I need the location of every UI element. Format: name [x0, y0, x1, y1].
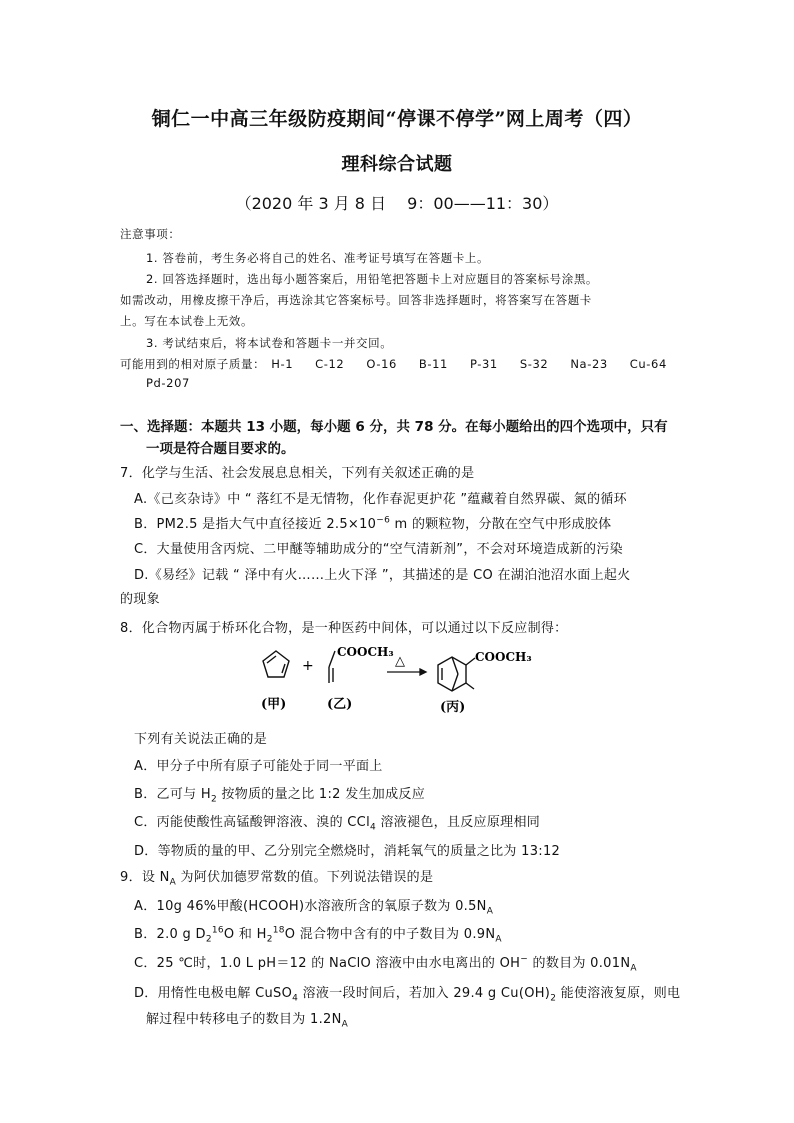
- q9-d-sub: A: [341, 1019, 349, 1030]
- methyl-acrylate-structure: [329, 651, 335, 683]
- q9-c-sub: A: [630, 963, 637, 974]
- q9-c-text: C．25 ℃时，1.0 L pH＝12 的 NaClO 溶液中由水电离出的 OH: [134, 956, 521, 971]
- notes-heading: 注意事项：: [120, 227, 181, 241]
- note-2-cont: 如需改动，用橡皮擦干净后，再选涂其它答案标号。回答非选择题时，将答案写在答题卡: [120, 293, 592, 307]
- q9-stem-text: 9．设 N: [120, 870, 170, 885]
- exam-title: 铜仁一中高三年级防疫期间“停课不停学”网上周考（四）: [151, 108, 643, 130]
- q9-b-sup: 18: [272, 925, 285, 936]
- note-1: 1. 答卷前，考生务必将自己的姓名、准考证号填写在答题卡上。: [146, 251, 490, 265]
- q7-b-text: B．PM2.5 是指大气中直径接近 2.5×10: [134, 517, 377, 532]
- product-ester-label: COOCH₃: [475, 650, 532, 664]
- atom-mass: Cu-64: [629, 357, 667, 371]
- ester-group-label: COOCH₃: [337, 645, 394, 659]
- q9-b-text: O 和 H: [223, 927, 267, 942]
- section-heading-cont: 一项是符合题目要求的。: [146, 441, 295, 457]
- q9-b-text: O 混合物中含有的中子数目为 0.9N: [284, 927, 496, 942]
- q9-b-sub: A: [495, 934, 502, 945]
- q9-stem-subscript: A: [169, 877, 177, 888]
- q9-c-text: 的数目为 0.01N: [528, 956, 631, 971]
- cyclopentadiene-structure: [263, 651, 289, 677]
- q7-stem: 7．化学与生活、社会发展息息相关，下列有关叙述正确的是: [120, 466, 475, 481]
- q9-b-text: B．2.0 g D: [134, 927, 206, 942]
- q9-option-c: [134, 952, 694, 974]
- norbornene-structure: [438, 657, 475, 691]
- q8-option-b: [134, 783, 694, 805]
- atomic-masses: [120, 356, 680, 372]
- q8-lead: 下列有关说法正确的是: [134, 732, 268, 747]
- label-yi: (乙): [327, 697, 353, 712]
- atom-mass: Na-23: [570, 357, 608, 371]
- q8-c-text: C．丙能使酸性高锰酸钾溶液、溴的 CCl: [134, 815, 370, 830]
- q9-b-sub: 2: [266, 934, 273, 945]
- q9-d-sub: 4: [292, 993, 299, 1004]
- q8-b-subscript: 2: [210, 794, 217, 805]
- atom-mass: P-31: [469, 357, 498, 371]
- exam-date: （2020 年 3 月 8 日 9：00——11：30）: [235, 194, 559, 213]
- q8-b-text-end: 按物质的量之比 1:2 发生加成反应: [216, 787, 425, 802]
- q7-option-c: C．大量使用含丙烷、二甲醚等辅助成分的“空气清新剂”，不会对环境造成新的污染: [134, 542, 623, 557]
- q7-b-exponent: −6: [376, 515, 391, 526]
- q9-option-b: [134, 923, 694, 945]
- q8-c-text-end: 溶液褪色，且反应原理相同: [376, 815, 541, 830]
- q8-stem: 8．化合物丙属于桥环化合物，是一种医药中间体，可以通过以下反应制得：: [120, 621, 568, 636]
- q9-d-text: 溶液一段时间后，若加入 29.4 g Cu(OH): [298, 986, 551, 1001]
- q9-option-a: [134, 895, 694, 917]
- q8-c-subscript: 4: [369, 822, 377, 833]
- label-jia: (甲): [261, 697, 287, 712]
- heat-symbol: △: [395, 654, 405, 669]
- q7-b-text-end: m 的颗粒物，分散在空气中形成胶体: [390, 517, 612, 532]
- q9-a-subscript: A: [486, 906, 494, 917]
- note-2-cont2: 上。写在本试卷上无效。: [120, 314, 254, 328]
- q9-b-sub: 2: [205, 934, 212, 945]
- note-2: 2. 回答选择题时，选出每小题答案后，用铅笔把答题卡上对应题目的答案标号涂黑。: [146, 272, 599, 286]
- reaction-scheme: [255, 643, 545, 715]
- atom-mass: B-11: [418, 357, 448, 371]
- q9-d-text: 解过程中转移电子的数目为 1.2N: [146, 1012, 342, 1027]
- section-heading: 一、选择题：本题共 13 小题，每小题 6 分，共 78 分。在每小题给出的四个选项中，只有: [120, 419, 668, 435]
- exam-subtitle: 理科综合试题: [341, 154, 453, 175]
- q9-a-text: A．10g 46%甲酸(HCOOH)水溶液所含的氧原子数为 0.5N: [134, 899, 487, 914]
- q8-option-d: D．等物质的量的甲、乙分别完全燃烧时，消耗氧气的质量之比为 13:12: [134, 844, 561, 859]
- q9-d-text: 能使溶液复原，则电: [556, 986, 681, 1001]
- q8-option-a: A．甲分子中所有原子可能处于同一平面上: [134, 759, 383, 774]
- q8-b-text: B．乙可与 H: [134, 787, 211, 802]
- q8-option-c: [134, 811, 694, 833]
- atom-mass: S-32: [519, 357, 549, 371]
- q7-option-b: [134, 513, 694, 532]
- plus-sign: +: [302, 658, 314, 674]
- q7-option-a: A.《己亥杂诗》中 “ 落红不是无情物，化作春泥更护花 ”蕴藏着自然界碳、氮的循环: [134, 492, 627, 507]
- atomic-masses-label: 可能用到的相对原子质量：: [120, 357, 266, 371]
- q9-option-d-cont: [146, 1008, 706, 1030]
- atom-mass: C-12: [315, 357, 345, 371]
- q9-stem-text-end: 为阿伏加德罗常数的值。下列说法错误的是: [176, 870, 434, 885]
- q9-option-d: [134, 982, 694, 1004]
- q7-option-d: D.《易经》记载 “ 泽中有火……上火下泽 ”，其描述的是 CO 在湖泊池沼水面上起火: [134, 568, 631, 583]
- atom-mass: O-16: [366, 357, 397, 371]
- reaction-arrow: [387, 669, 426, 675]
- q9-c-sup: −: [520, 954, 529, 965]
- q9-b-sup: 16: [211, 925, 224, 936]
- label-bing: (丙): [440, 700, 466, 715]
- q9-stem: [120, 866, 680, 888]
- q9-d-sub: 2: [550, 993, 557, 1004]
- q7-option-d-cont: 的现象: [120, 592, 160, 607]
- atom-mass: H-1: [271, 357, 294, 371]
- atomic-masses-cont: Pd-207: [146, 376, 190, 390]
- q9-d-text: D．用惰性电极电解 CuSO: [134, 986, 293, 1001]
- note-3: 3. 考试结束后，将本试卷和答题卡一并交回。: [146, 336, 393, 350]
